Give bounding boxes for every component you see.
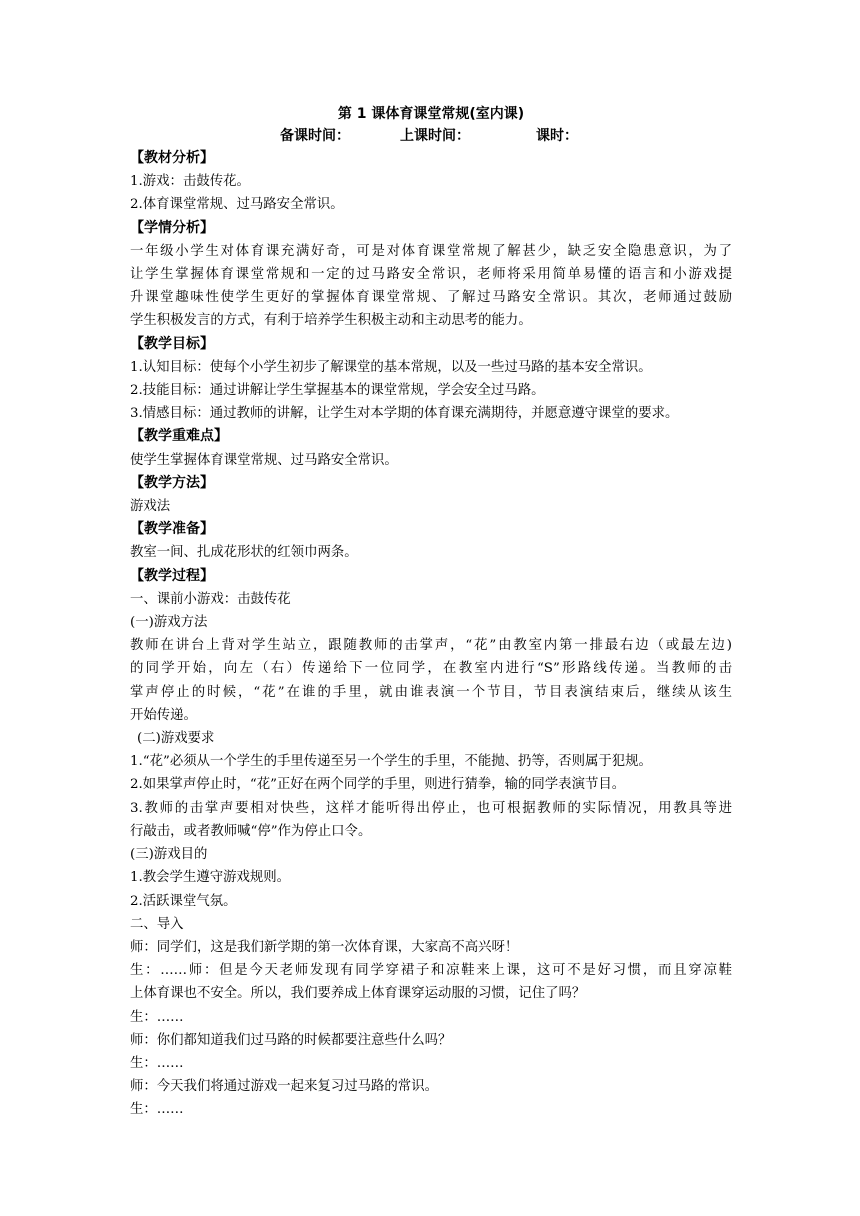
game-method-paragraph xyxy=(130,634,732,727)
dialogue-line: 师：同学们，这是我们新学期的第一次体育课，大家高不高兴呀！ xyxy=(130,939,519,955)
requirement-item: 1.“花”必须从一个学生的手里传递至另一个学生的手里，不能抛、扔等，否则属于犯规。 xyxy=(130,754,652,770)
goal-item: 1.认知目标：使每个小学生初步了解课堂的基本常规，以及一些过马路的基本安全常识。 xyxy=(130,359,652,375)
paragraph-line: 生：……师：但是今天老师发现有同学穿裙子和凉鞋来上课，这可不是好习惯，而且穿凉鞋 xyxy=(130,963,732,979)
goal-item: 3.情感目标：通过教师的讲解，让学生对本学期的体育课充满期待，并愿意遵守课堂的要求。 xyxy=(130,406,679,422)
material-item: 1.游戏：击鼓传花。 xyxy=(130,174,250,190)
purpose-item: 1.教会学生遵守游戏规则。 xyxy=(130,870,291,886)
preparation-heading: 【教学准备】 xyxy=(130,521,214,538)
dialogue-line: 生：…… xyxy=(130,1009,184,1025)
preparation-text: 教室一间、扎成花形状的红领巾两条。 xyxy=(130,545,358,561)
student-heading: 【学情分析】 xyxy=(130,219,214,236)
lesson-title: 第 1 课体育课堂常规(室内课) xyxy=(337,106,525,122)
periods-label: 课时： xyxy=(536,128,578,144)
method-text: 游戏法 xyxy=(130,499,171,515)
requirement-item xyxy=(130,797,732,843)
lesson-meta xyxy=(130,125,732,147)
dialogue-line: 师：你们都知道我们过马路的时候都要注意些什么吗？ xyxy=(130,1032,452,1048)
document-page xyxy=(130,103,732,1122)
class-time-label: 上课时间： xyxy=(400,128,470,144)
paragraph-line: 升课堂趣味性使学生更好的掌握体育课堂常规、了解过马路安全常识。其次，老师通过鼓励 xyxy=(130,290,732,306)
key-points-text: 使学生掌握体育课堂常规、过马路安全常识。 xyxy=(130,452,398,468)
subsection-title: (二)游戏要求 xyxy=(137,731,215,747)
prep-time-label: 备课时间： xyxy=(280,128,350,144)
material-heading: 【教材分析】 xyxy=(130,150,214,166)
purpose-item: 2.活跃课堂气氛。 xyxy=(130,893,237,909)
subsection-title: (三)游戏目的 xyxy=(130,847,208,863)
paragraph-line: 开始传递。 xyxy=(130,707,197,723)
dialogue-line: 生：…… xyxy=(130,1102,184,1118)
goals-heading: 【教学目标】 xyxy=(130,335,214,352)
paragraph-line: 让学生掌握体育课堂常规和一定的过马路安全常识，老师将采用简单易懂的语言和小游戏提 xyxy=(130,267,732,283)
section-title: 一、课前小游戏：击鼓传花 xyxy=(130,591,291,607)
method-heading: 【教学方法】 xyxy=(130,474,214,491)
goal-item: 2.技能目标：通过讲解让学生掌握基本的课堂常规，学会安全过马路。 xyxy=(130,383,545,399)
paragraph-line: 学生积极发言的方式，有利于培养学生积极主动和主动思考的能力。 xyxy=(130,313,532,329)
dialogue-line: 生：…… xyxy=(130,1055,184,1071)
paragraph-line: 一年级小学生对体育课充满好奇，可是对体育课堂常规了解甚少，缺乏安全隐患意识，为了 xyxy=(130,243,732,259)
paragraph-line: 上体育课也不安全。所以，我们要养成上体育课穿运动服的习惯，记住了吗？ xyxy=(130,986,586,1002)
requirement-item: 2.如果掌声停止时，“花”正好在两个同学的手里，则进行猜拳，输的同学表演节目。 xyxy=(130,777,626,793)
dialogue-line: 师：今天我们将通过游戏一起来复习过马路的常识。 xyxy=(130,1079,438,1095)
subsection-title: (一)游戏方法 xyxy=(130,615,208,631)
paragraph-line: 的同学开始，向左（右）传递给下一位同学，在教室内进行“S”形路线传递。当教师的击 xyxy=(130,661,732,677)
paragraph-line: 行敲击，或者教师喊“停”作为停止口令。 xyxy=(130,823,372,839)
paragraph-line: 掌声停止的时候，“花”在谁的手里，就由谁表演一个节目，节目表演结束后，继续从该生 xyxy=(130,684,732,700)
dialogue-line xyxy=(130,959,732,1005)
material-item: 2.体育课堂常规、过马路安全常识。 xyxy=(130,197,344,213)
paragraph-line: 3.教师的击掌声要相对快些，这样才能听得出停止，也可根据教师的实际情况，用教具等进 xyxy=(130,800,732,816)
paragraph-line: 教师在讲台上背对学生站立，跟随教师的击掌声，“花”由教室内第一排最右边（或最左边) xyxy=(130,638,732,654)
student-analysis-paragraph xyxy=(130,240,732,333)
section-title: 二、导入 xyxy=(130,916,184,932)
process-heading: 【教学过程】 xyxy=(130,567,214,584)
key-points-heading: 【教学重难点】 xyxy=(130,428,228,445)
